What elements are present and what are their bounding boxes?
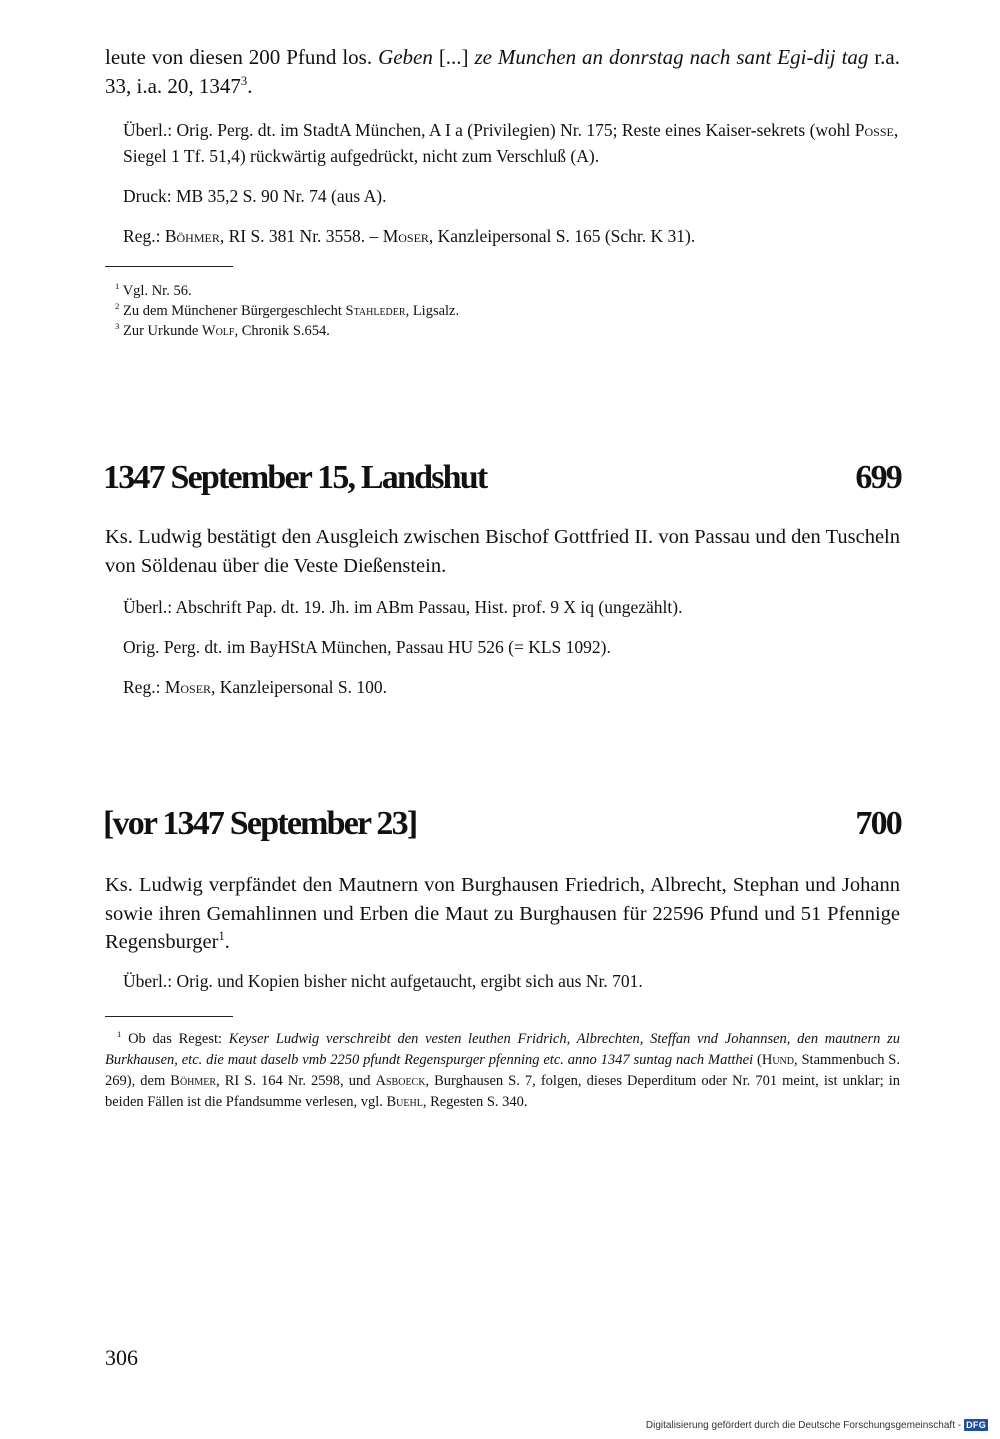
druck-note: Druck: MB 35,2 S. 90 Nr. 74 (aus A). — [123, 186, 387, 206]
footnote-ref: 3 — [240, 74, 248, 88]
entry-number: 700 — [855, 805, 901, 842]
source-notes-top — [123, 117, 900, 263]
entry-date-place: 1347 September 15, Landshut — [103, 459, 487, 496]
footnote-700: $^1$ Ob das Regest: Keyser Ludwig verschreibt den vesten leuthen Fridrich, Albrechten, Steffan vnd Johannsen, den mautnern zu Burkhausen, etc. die maut daselb vmb 2250 pfundt Regenspurger pfenning etc. anno 1347 suntag nach Matthei (Hund, Stammenbuch S. 269), dem Böhmer, RI S. 164 Nr. 2598, und Asboeck, Burghausen S. 7, folgen, dieses Deperditum oder Nr. 701 meint, ist unklar; in beiden Fällen ist die Pfandsumme verlesen, vgl. Buehl, Regesten S. 340. — [105, 1029, 901, 1110]
footnote-3: $^3$ Zur Urkunde Wolf, Chronik S.654. — [115, 321, 330, 339]
funding-footer — [646, 1419, 988, 1431]
entry-699-regest: Ks. Ludwig bestätigt den Ausgleich zwischen Bischof Gottfried II. von Passau und den Tuscheln von Söldenau über die Veste Dießenstein. — [105, 526, 900, 577]
text-run: leute von diesen 200 Pfund los. — [105, 45, 379, 69]
entry-700-regest: Ks. Ludwig verpfändet den Mautnern von Burghausen Friedrich, Albrecht, Stephan und Johann sowie ihren Gemahlinnen und Erben die Maut zu Burghausen für 22596 Pfund und 51 Pfennige Regensburger$^1$. — [105, 874, 900, 953]
text-run: r.a. 33, i.a. 20, 1347 — [105, 45, 901, 98]
footnote-1: $^1$ Vgl. Nr. 56. — [115, 281, 192, 299]
entry-number: 699 — [855, 459, 901, 496]
ueberlieferung-note: Überl.: Abschrift Pap. dt. 19. Jh. im ABm Passau, Hist. prof. 9 X iq (ungezählt). — [123, 597, 683, 617]
footnotes-top — [115, 281, 910, 341]
regest-note: Reg.: Böhmer, RI S. 381 Nr. 3558. – Moser, Kanzleipersonal S. 165 (Schr. K 31). — [123, 226, 696, 246]
quote-italic: ze Munchen an donrstag nach sant Egi-dij tag — [474, 45, 869, 69]
dfg-logo: DFG — [966, 1420, 986, 1430]
text-run: . — [247, 74, 253, 98]
regest-note: Reg.: Moser, Kanzleipersonal S. 100. — [123, 677, 387, 697]
source-notes-699 — [123, 594, 900, 714]
entry-heading-699 — [103, 459, 901, 503]
footnote-2: $^2$ Zu dem Münchener Bürgergeschlecht Stahleder, Ligsalz. — [115, 301, 460, 319]
ueberlieferung-note: Überl.: Orig. und Kopien bisher nicht aufgetaucht, ergibt sich aus Nr. 701. — [123, 971, 643, 991]
quote-italic: Geben — [378, 45, 433, 69]
entry-heading-700 — [103, 805, 901, 849]
continuation-paragraph — [105, 43, 900, 101]
funding-note: Digitalisierung gefördert durch die Deutsche Forschungsgemeinschaft - — [645, 1419, 962, 1431]
footnote-divider — [105, 1016, 233, 1017]
text-run: [...] — [432, 45, 475, 69]
footnote-divider — [105, 266, 233, 267]
source-notes-700 — [123, 968, 900, 1008]
ueberlieferung-note: Überl.: Orig. Perg. dt. im StadtA München, A I a (Privilegien) Nr. 175; Reste eines Kaiser-sekrets (wohl Posse, Siegel 1 Tf. 51,4) rückwärtig aufgedrückt, nicht zum Verschluß (A). — [123, 120, 899, 166]
entry-date-place: [vor 1347 September 23] — [103, 805, 417, 842]
footnote-ref: 1 — [218, 929, 225, 944]
original-note: Orig. Perg. dt. im BayHStA München, Passau HU 526 (= KLS 1092). — [123, 637, 611, 657]
page-number: 306 — [105, 1345, 138, 1370]
